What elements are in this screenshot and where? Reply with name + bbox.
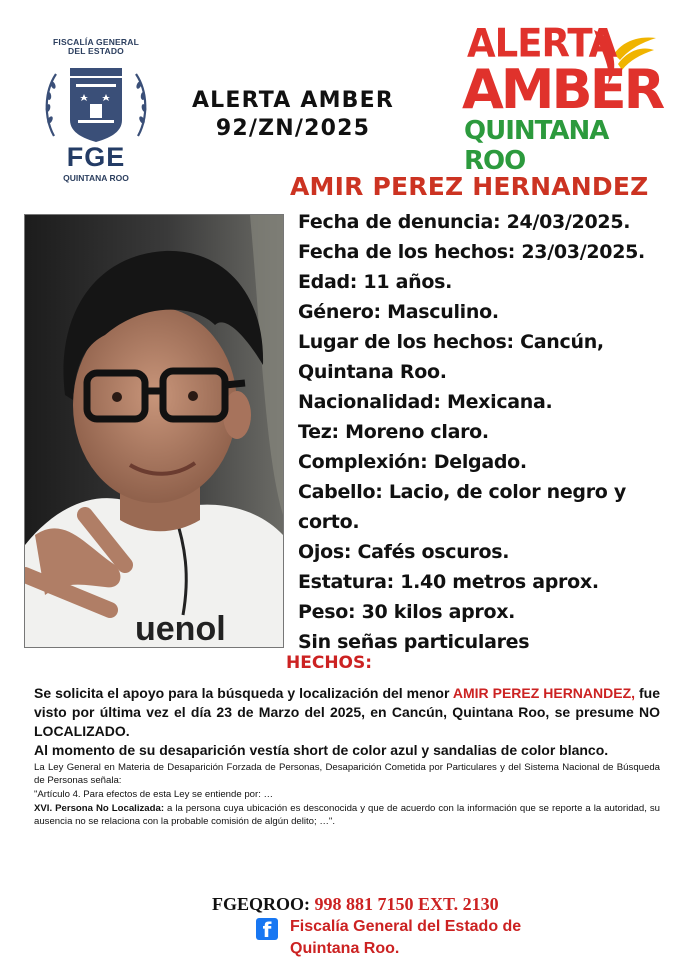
agency-abbrev: FGE bbox=[66, 142, 126, 172]
phone-label: FGEQROO: bbox=[212, 894, 315, 914]
detail-line: Quintana Roo. bbox=[298, 361, 447, 383]
agency-line1: FISCALÍA GENERAL bbox=[53, 37, 139, 47]
hechos-p1-start: Se solicita el apoyo para la búsqueda y localización del menor bbox=[34, 685, 453, 701]
detail-line: Edad: 11 años. bbox=[298, 271, 452, 293]
alert-code: 92/ZN/2025 bbox=[215, 116, 371, 141]
details-list bbox=[298, 207, 678, 657]
law-text-1: La Ley General en Materia de Desaparición Forzada de Personas, Desaparición Cometida por Particulares y del Sistema Nacional de Búsqueda de Personas señala: bbox=[34, 762, 660, 786]
hechos-paragraph-2: Al momento de su desaparición vestía short de color azul y sandalias de color blanco. bbox=[34, 742, 609, 758]
child-name: AMIR PEREZ HERNANDEZ bbox=[290, 172, 649, 201]
agency-state: QUINTANA ROO bbox=[63, 173, 129, 183]
hechos-p1-name: AMIR PEREZ HERNANDEZ, bbox=[452, 685, 636, 701]
detail-line: Lugar de los hechos: Cancún, bbox=[298, 331, 604, 353]
svg-text:uenol: uenol bbox=[135, 610, 226, 647]
alert-title: ALERTA AMBER bbox=[191, 88, 395, 113]
logo-line3: QUINTANA ROO bbox=[464, 116, 609, 176]
hechos-p1-end: fue visto por última vez el día 23 de Marzo del 2025, en Cancún, Quintana Roo, se presume NO LOCALIZADO. bbox=[34, 685, 660, 739]
detail-line: Cabello: Lacio, de color negro y bbox=[298, 481, 626, 503]
phone-number[interactable]: 998 881 7150 EXT. 2130 bbox=[314, 894, 499, 914]
fb-line2: Quintana Roo. bbox=[290, 940, 400, 957]
agency-line2: DEL ESTADO bbox=[68, 46, 124, 56]
law-text-3 bbox=[34, 802, 660, 828]
facebook-icon[interactable]: f bbox=[256, 918, 278, 940]
law-text-2: "Artículo 4. Para efectos de esta Ley se entiende por: … bbox=[34, 789, 274, 800]
alert-header bbox=[188, 87, 398, 143]
detail-line: Sin señas particulares bbox=[298, 631, 530, 653]
detail-line: Tez: Moreno claro. bbox=[298, 421, 489, 443]
alerta-amber-logo bbox=[462, 20, 663, 176]
child-photo bbox=[24, 214, 284, 648]
detail-line: Género: Masculino. bbox=[298, 301, 499, 323]
facebook-page-name[interactable] bbox=[290, 916, 521, 960]
detail-line: Fecha de los hechos: 23/03/2025. bbox=[298, 241, 645, 263]
fb-line1: Fiscalía General del Estado de bbox=[290, 918, 522, 935]
detail-line: Complexión: Delgado. bbox=[298, 451, 527, 473]
law-term: XVI. Persona No Localizada: bbox=[34, 803, 165, 814]
fge-emblem-icon bbox=[40, 58, 152, 150]
hechos-paragraph-1 bbox=[34, 684, 660, 741]
detail-line: Estatura: 1.40 metros aprox. bbox=[298, 571, 599, 593]
hechos-section bbox=[34, 684, 660, 828]
detail-line: Fecha de denuncia: 24/03/2025. bbox=[298, 211, 631, 233]
detail-line: Peso: 30 kilos aprox. bbox=[298, 601, 516, 623]
logo-line2: AMBER bbox=[462, 58, 663, 121]
detail-line: corto. bbox=[298, 511, 360, 533]
detail-line: Ojos: Cafés oscuros. bbox=[298, 541, 510, 563]
detail-line: Nacionalidad: Mexicana. bbox=[298, 391, 553, 413]
contact-phone bbox=[212, 894, 499, 915]
hechos-title: HECHOS: bbox=[286, 653, 373, 673]
logo-line1: ALERTA bbox=[467, 20, 617, 67]
law-definition: a la persona cuya ubicación es desconocida y que de acuerdo con la información que se reporte a la autoridad, su ausencia no se relaciona con la probable comisión de algún delito; …". bbox=[34, 803, 660, 827]
fge-logo bbox=[34, 38, 158, 183]
